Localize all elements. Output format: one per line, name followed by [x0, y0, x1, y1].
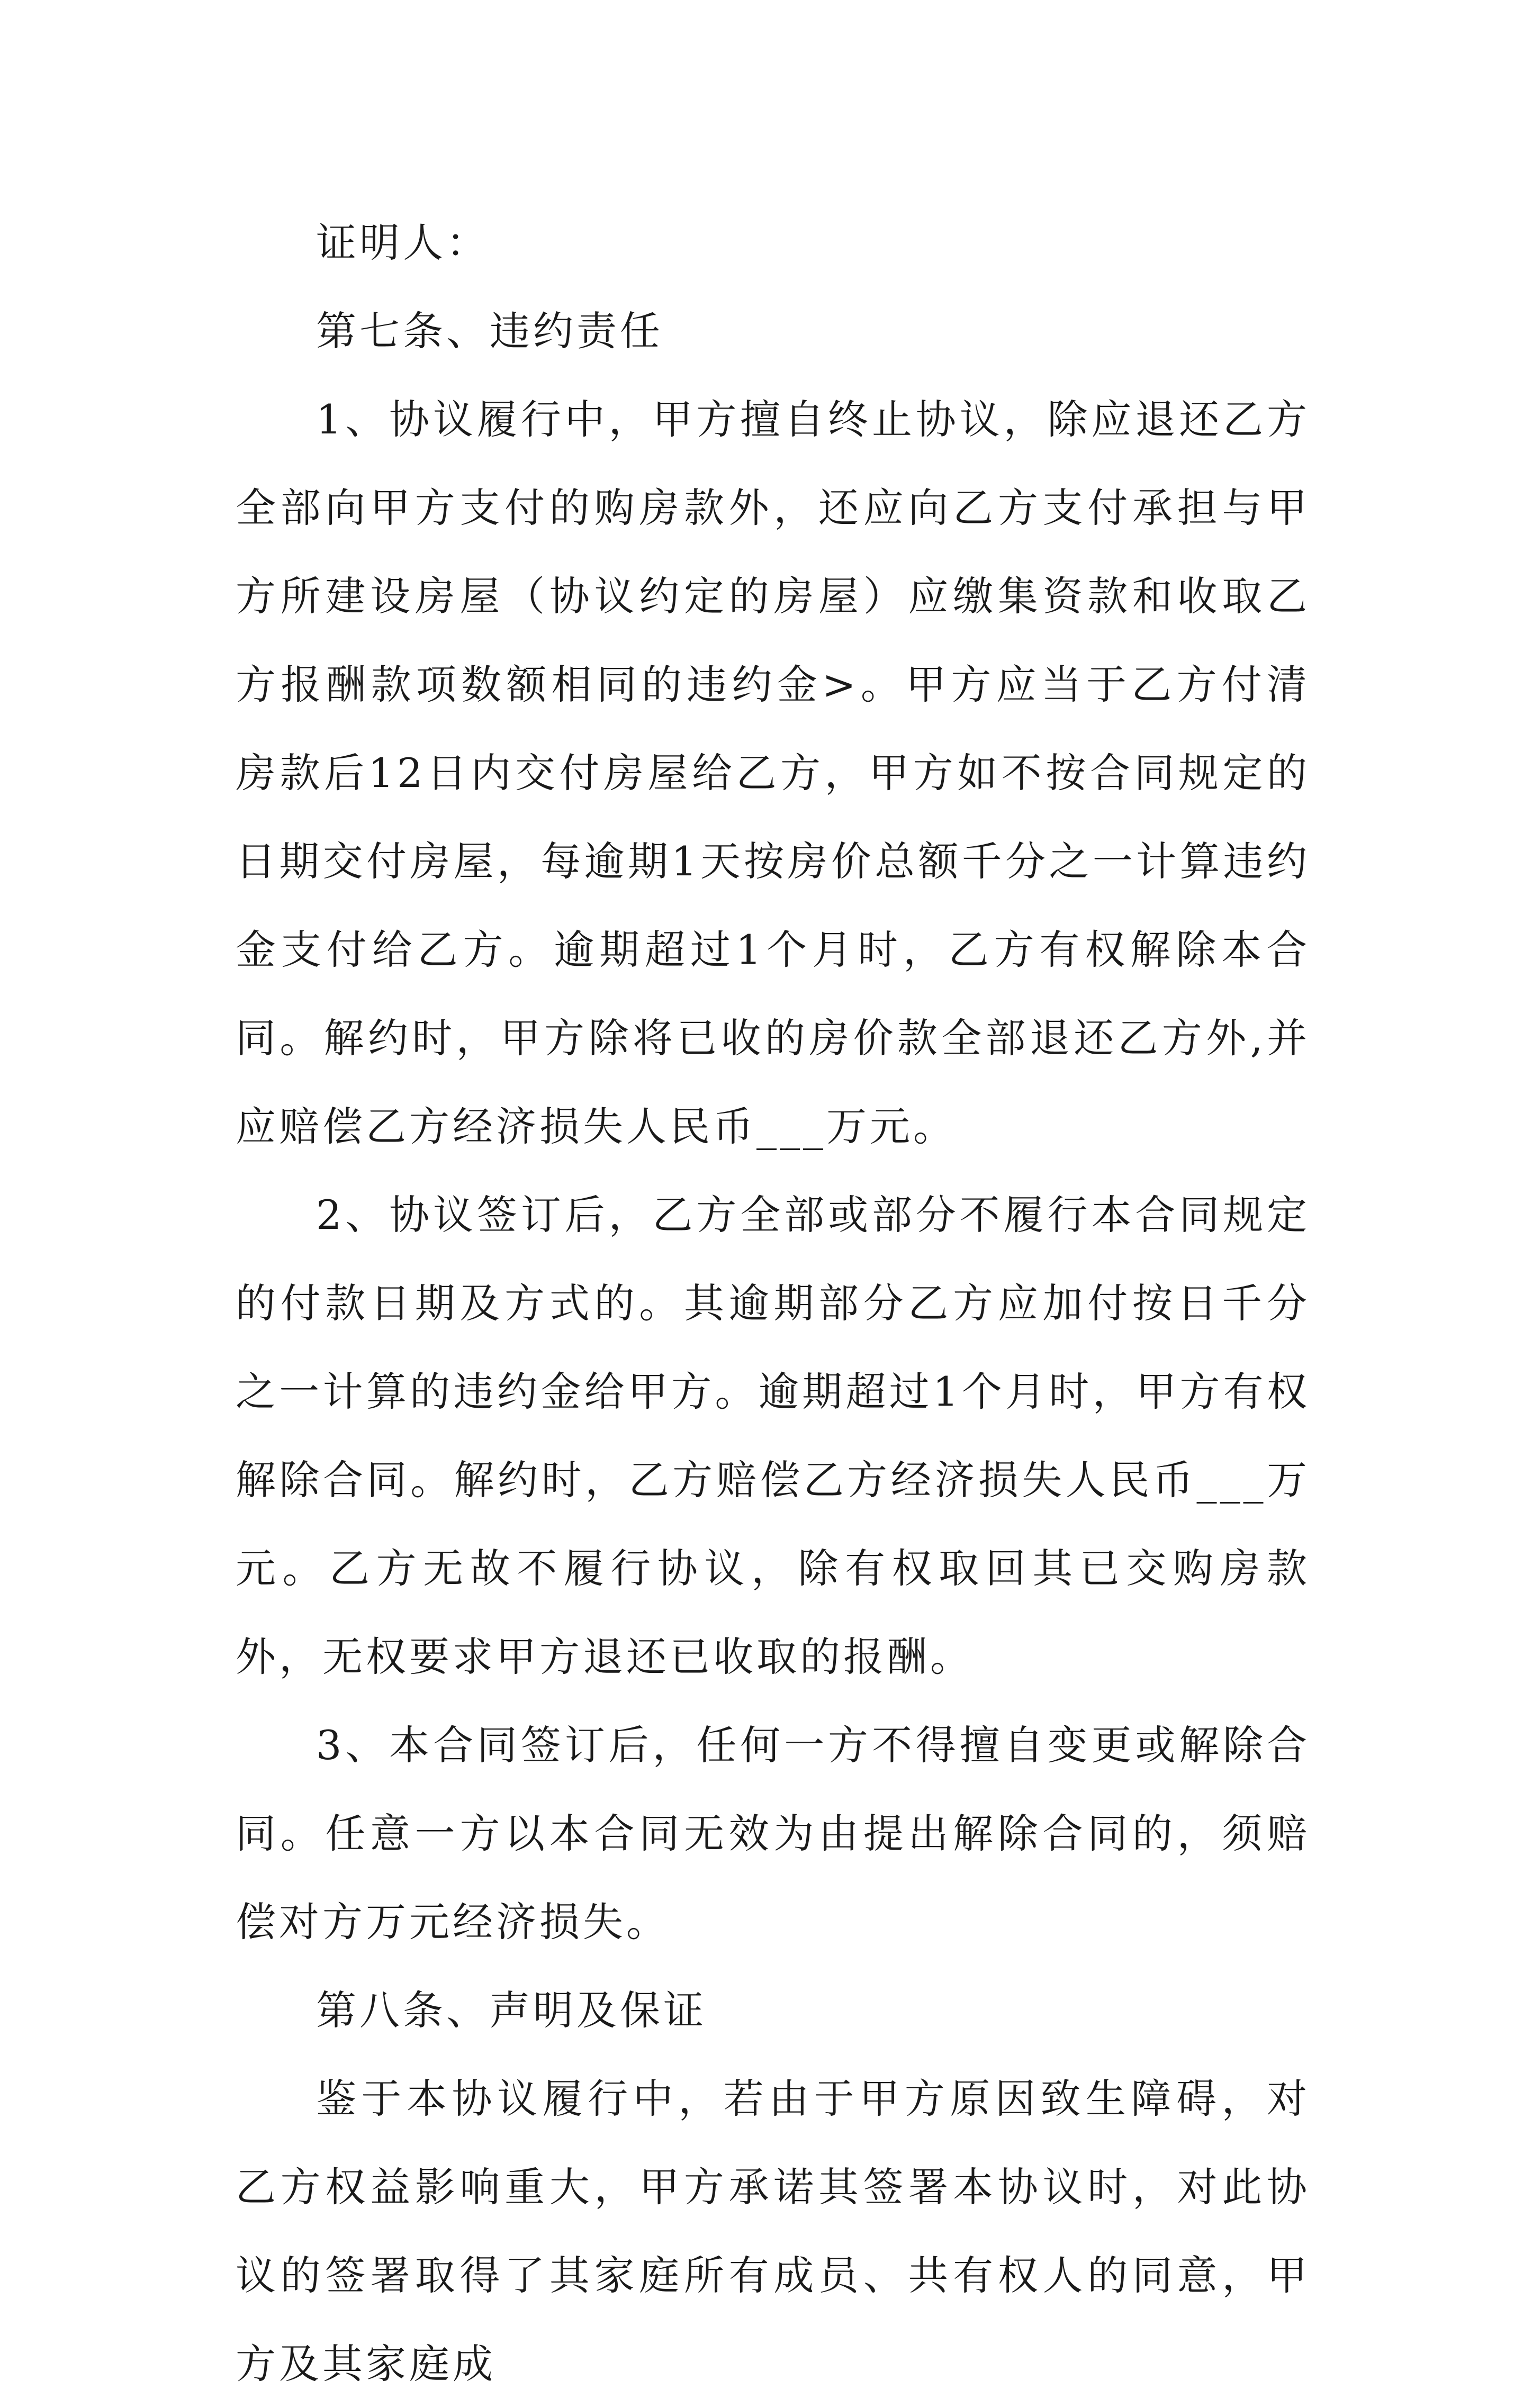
article-7-paragraph-1: 1、协议履行中，甲方擅自终止协议，除应退还乙方全部向甲方支付的购房款外，还应向乙方支付承担与甲方所建设房屋（协议约定的房屋）应缴集资款和收取乙方报酬款项数额相同的违约金>。甲方应当于乙方付清房款后12日内交付房屋给乙方，甲方如不按合同规定的日期交付房屋，每逾期1天按房价总额千分之一计算违约金支付给乙方。逾期超过1个月时，乙方有权解除本合同。解约时，甲方除将已收的房价款全部退还乙方外,并应赔偿乙方经济损失人民币___万元。	[236, 396, 1310, 1150]
witness-label: 证明人：	[316, 219, 490, 266]
document-body	[236, 198, 1310, 2408]
article-7-paragraph-3: 3、本合同签订后，任何一方不得擅自变更或解除合同。任意一方以本合同无效为由提出解除合同的，须赔偿对方万元经济损失。	[236, 1722, 1310, 1945]
article-8-title: 第八条、声明及保证	[316, 1987, 707, 2034]
article-7-paragraph-2: 2、协议签订后，乙方全部或部分不履行本合同规定的付款日期及方式的。其逾期部分乙方应加付按日千分之一计算的违约金给甲方。逾期超过1个月时，甲方有权解除合同。解约时，乙方赔偿乙方经济损失人民币___万元。乙方无故不履行协议，除有权取回其已交购房款外，无权要求甲方退还已收取的报酬。	[236, 1191, 1310, 1680]
article-7-title: 第七条、违约责任	[316, 307, 663, 355]
article-8-paragraph-1: 鉴于本协议履行中，若由于甲方原因致生障碍，对乙方权益影响重大，甲方承诺其签署本协议时，对此协议的签署取得了其家庭所有成员、共有权人的同意，甲方及其家庭成	[236, 2075, 1310, 2387]
